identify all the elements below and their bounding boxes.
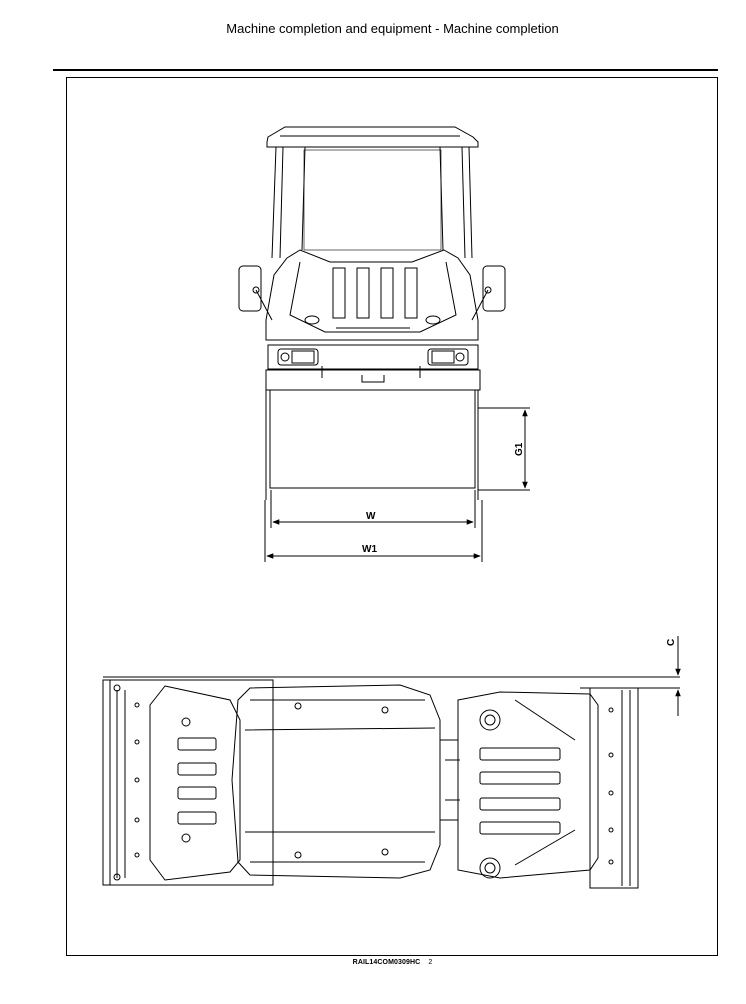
dimension-label-g1: G1 [514,442,525,456]
dimension-label-w1: W1 [362,544,377,555]
page-header-title: Machine completion and equipment - Machine completion [226,21,559,36]
reference-code: RAIL14COM0309HC [352,959,421,966]
dimension-label-w: W [366,511,376,522]
front-view [239,127,505,500]
page-number: 2 [428,959,433,966]
dimension-label-c: C [666,638,677,646]
top-view [103,677,680,888]
footer [0,959,746,966]
